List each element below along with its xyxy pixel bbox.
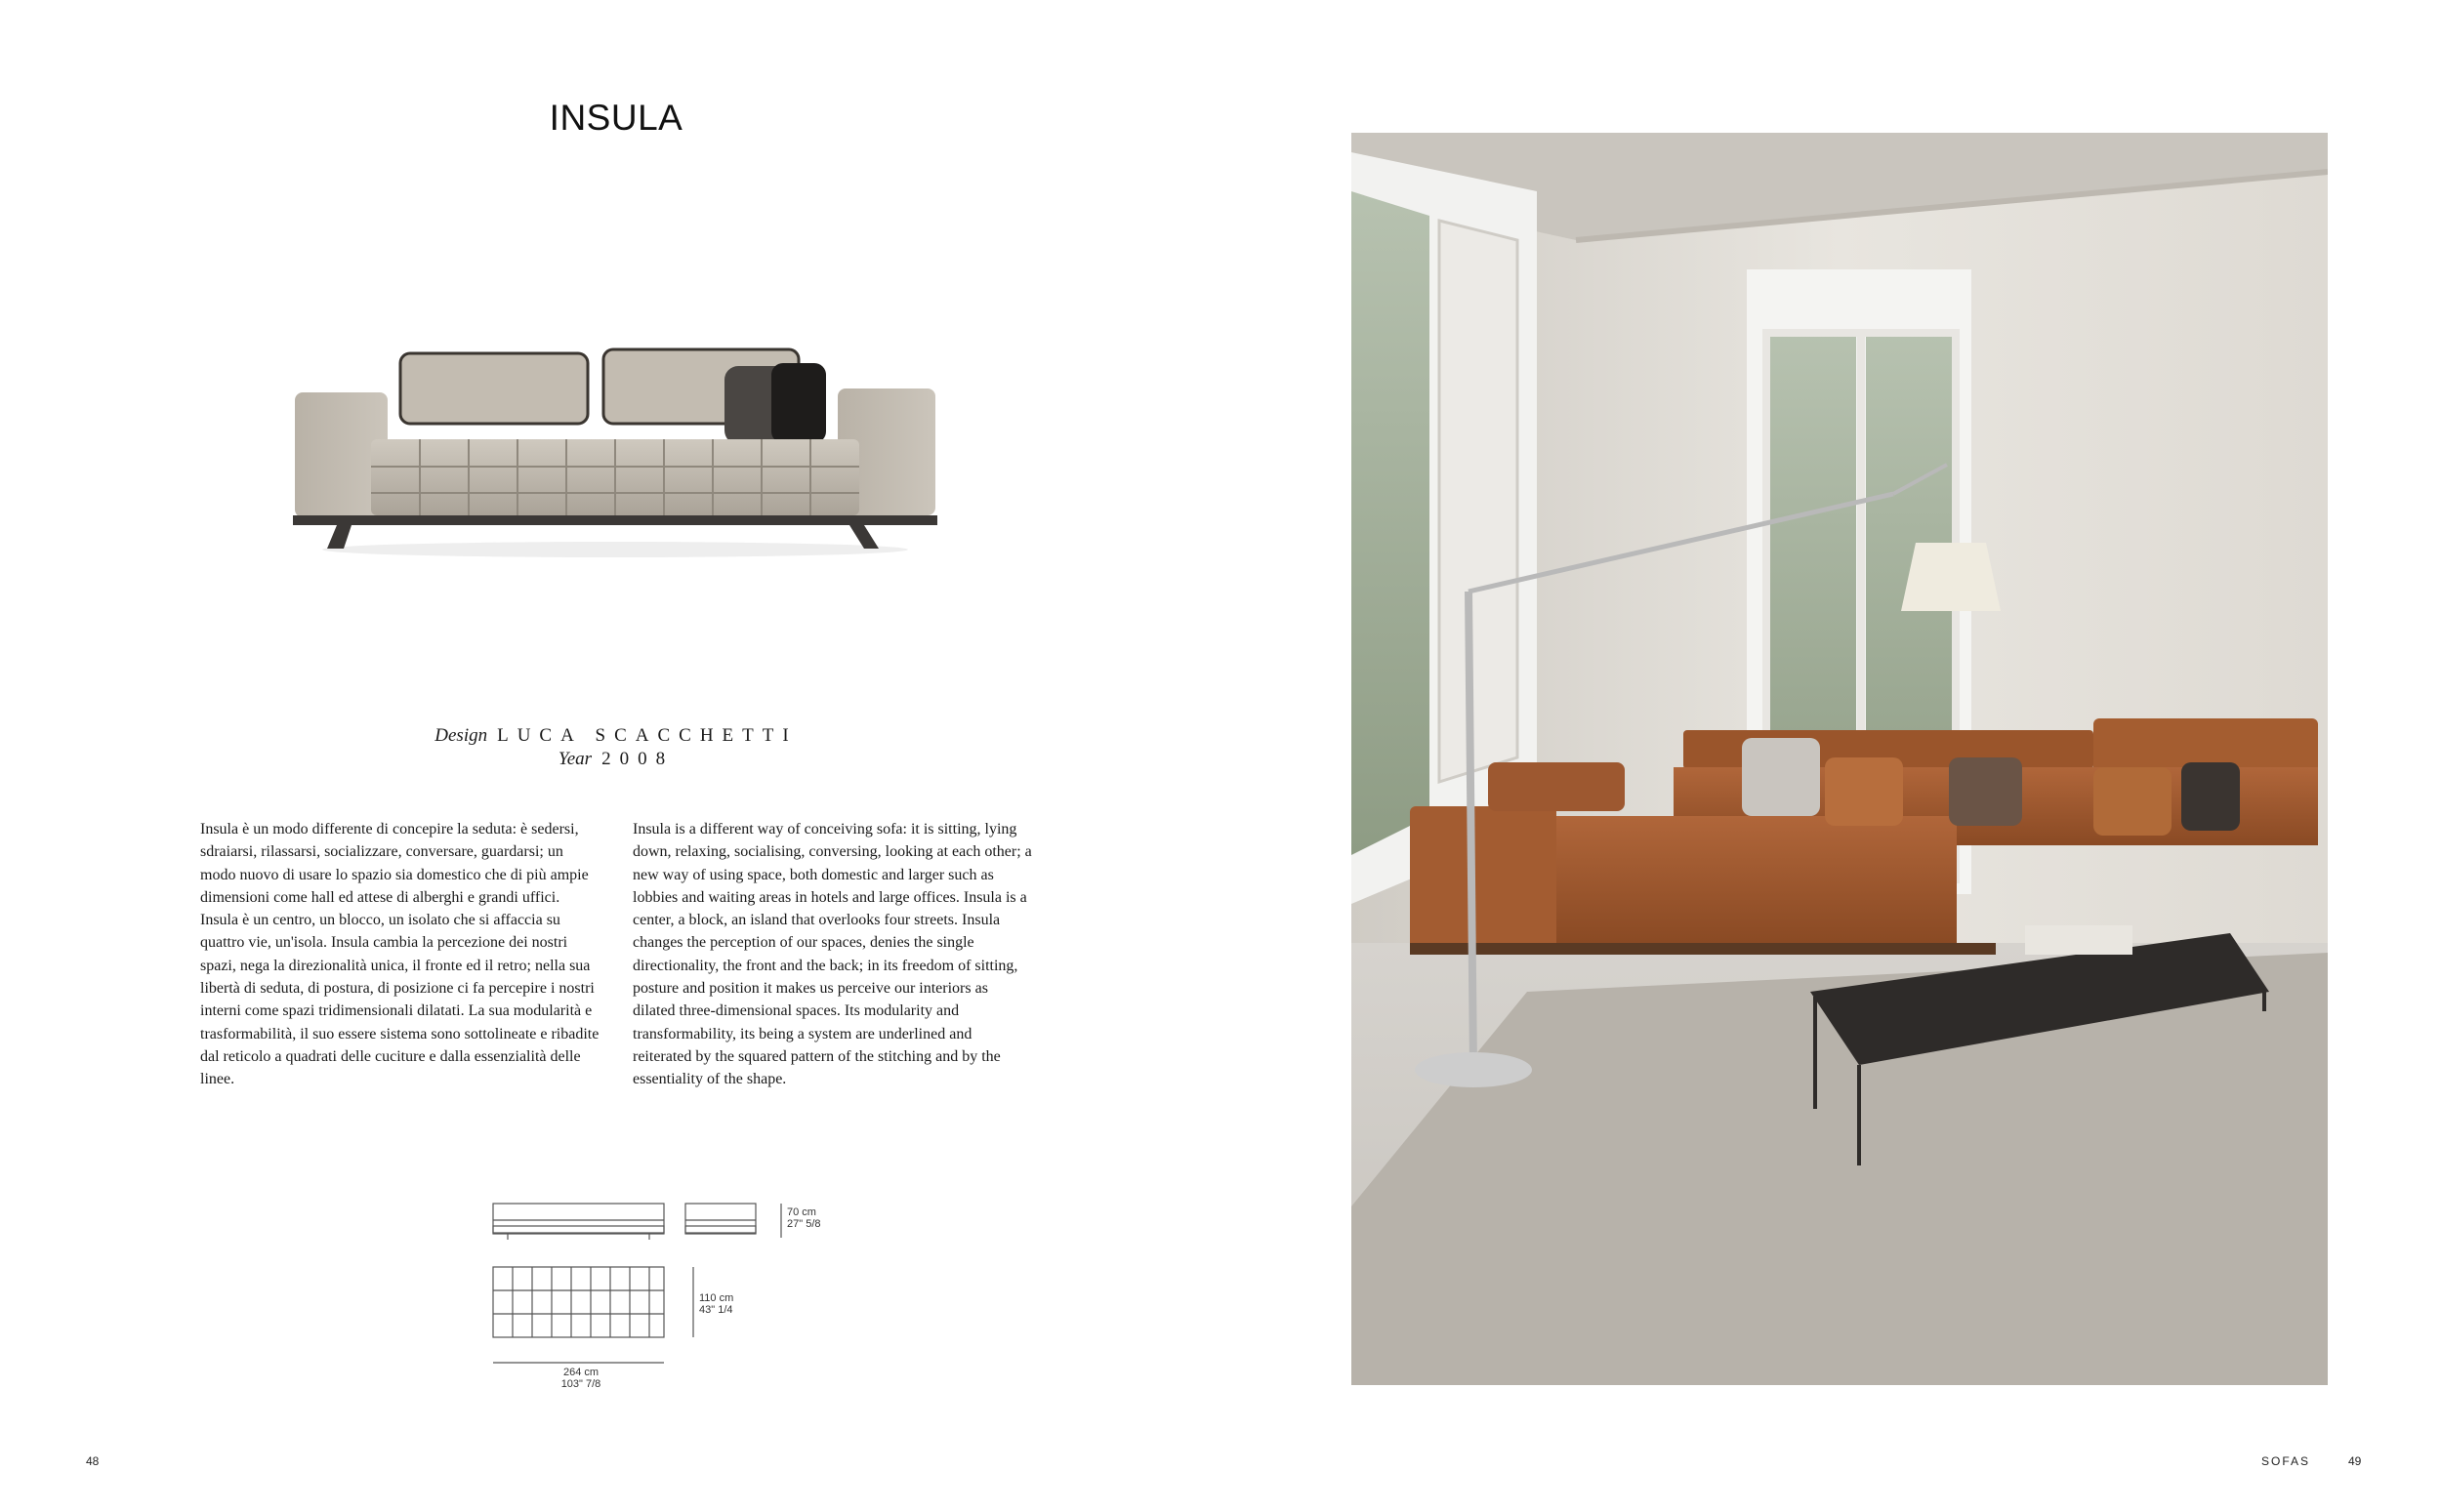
year-label: Year (558, 749, 593, 769)
page-number-right: 49 (2348, 1454, 2362, 1468)
description-italian: Insula è un modo differente di concepire la seduta: è sedersi, sdraiarsi, rilassarsi, socializzare, conversare, guardarsi; un modo nuovo di usare lo spazio sia domestico che di più ampie dimensioni come hall ed attese di alberghi e grandi uffici. Insula è un centro, un blocco, un isolato che si affaccia su quattro vie, un'isola. Insula cambia la percezione dei nostri spazi, nega la direzionalità unica, il fronte ed il retro; nella sua libertà di seduta, di postura, di posizione ci fa percepire i nostri interni come spazi tridimensionali dilatati. La sua modularità e trasformabilità, il suo essere sistema sono sottolineate e ribadite dal reticolo a quadrati delle cuciture e dalla essenzialità delle linee. (200, 821, 600, 1088)
page-number-left: 48 (86, 1454, 100, 1468)
year-value: 2008 (601, 749, 675, 769)
product-title: INSULA (549, 98, 683, 138)
height-dimension (787, 1206, 821, 1230)
width-in: 103" 7/8 (560, 1378, 601, 1390)
designer-name: LUCA SCACCHETTI (497, 725, 798, 746)
height-in: 27" 5/8 (787, 1218, 821, 1230)
design-credits (0, 724, 1232, 771)
design-label: Design (434, 725, 488, 746)
depth-dimension (699, 1292, 733, 1316)
width-dimension (547, 1367, 615, 1390)
width-cm: 264 cm (562, 1367, 600, 1378)
interior-photo (1351, 133, 2328, 1385)
description-english: Insula is a different way of conceiving sofa: it is sitting, lying down, relaxing, socialising, conversing, looking at each other; a new way of using space, both domestic and larger such as lobbies and waiting areas in hotels and large offices. Insula is a center, a block, an island that overlooks four streets. Insula changes the perception of our spaces, denies the single directionality, the front and the back; in its freedom of sitting, posture and position it makes us perceive our interiors as dilated three-dimensional spaces. Its modularity and transformability, its being a system are underlined and reiterated by the squared pattern of the stitching and by the essentiality of the shape. (633, 821, 1032, 1088)
technical-drawings (488, 1199, 859, 1394)
depth-in: 43" 1/4 (699, 1304, 733, 1316)
height-cm: 70 cm (787, 1206, 816, 1218)
section-label: SOFAS (2261, 1454, 2311, 1468)
sofa-product-image (283, 342, 947, 566)
depth-cm: 110 cm (699, 1292, 734, 1304)
